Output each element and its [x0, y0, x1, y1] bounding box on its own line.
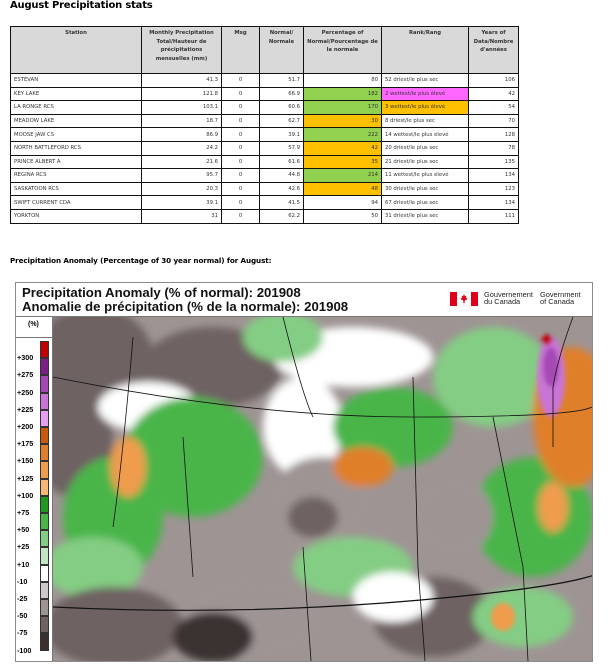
map-title [22, 286, 348, 314]
legend-item [16, 565, 52, 586]
msg-cell: 0 [222, 196, 260, 210]
legend-label: +125 [17, 473, 34, 483]
map-title-en: Precipitation Anomaly (% of normal): 201908 [22, 285, 301, 300]
years-of-data-cell: 134 [469, 169, 519, 183]
normal-cell: 66.9 [260, 87, 304, 101]
rank-cell: 30 driest/le plus sec [382, 182, 469, 196]
msg-cell: 0 [222, 87, 260, 101]
years-of-data-cell: 78 [469, 141, 519, 155]
legend-label: +200 [17, 421, 34, 431]
monthly-total-cell: 95.7 [142, 169, 222, 183]
normal-cell: 51.7 [260, 74, 304, 88]
years-of-data-cell: 128 [469, 128, 519, 142]
monthly-total-cell: 39.1 [142, 196, 222, 210]
percent-of-normal-cell: 170 [304, 101, 382, 115]
msg-cell: 0 [222, 114, 260, 128]
legend-item [16, 410, 52, 431]
rank-cell: 67 driest/le plus sec [382, 196, 469, 210]
rank-cell: 52 driest/le plus sec [382, 74, 469, 88]
legend-label: +25 [17, 542, 30, 552]
table-row [11, 141, 519, 155]
legend-label: +275 [17, 370, 34, 380]
station-cell: REGINA RCS [11, 169, 142, 183]
rank-cell: 3 wettest/le plus élevé [382, 101, 469, 115]
header-years: Years of Data/Nombre d'années [469, 27, 519, 74]
legend-label: +10 [17, 559, 30, 569]
years-of-data-cell: 135 [469, 155, 519, 169]
normal-cell: 42.6 [260, 182, 304, 196]
msg-cell: 0 [222, 155, 260, 169]
legend-item [16, 513, 52, 535]
percent-of-normal-cell: 222 [304, 128, 382, 142]
legend-item [16, 582, 52, 603]
header-msg: Msg [222, 27, 260, 74]
years-of-data-cell: 42 [469, 87, 519, 101]
percent-of-normal-cell: 35 [304, 155, 382, 169]
msg-cell: 0 [222, 128, 260, 142]
percent-of-normal-cell: 30 [304, 114, 382, 128]
legend-swatch [40, 444, 49, 461]
legend-swatch [40, 375, 49, 392]
precipitation-anomaly-map [15, 282, 593, 662]
header-normal: Normal/ Normale [260, 27, 304, 74]
station-cell: NORTH BATTLEFORD RCS [11, 141, 142, 155]
legend-swatch [40, 633, 49, 650]
msg-cell: 0 [222, 74, 260, 88]
legend-item [16, 375, 52, 397]
legend-swatch [40, 599, 49, 616]
msg-cell: 0 [222, 209, 260, 223]
monthly-total-cell: 31 [142, 209, 222, 223]
station-cell: YORKTON [11, 209, 142, 223]
monthly-total-cell: 103.1 [142, 101, 222, 115]
table-row [11, 155, 519, 169]
legend-label: +50 [17, 525, 30, 535]
page-heading: August Precipitation stats [10, 0, 153, 11]
legend-item [16, 599, 52, 621]
legend-swatch [40, 393, 49, 410]
monthly-total-cell: 121.8 [142, 87, 222, 101]
table-header-row [11, 27, 519, 74]
legend-item [16, 547, 52, 569]
map-legend [16, 317, 53, 661]
legend-label: -50 [17, 611, 28, 621]
station-cell: PRINCE ALBERT A [11, 155, 142, 169]
legend-label: +175 [17, 439, 34, 449]
header-percent: Percentage of Normal/Pourcentage de la normale [304, 27, 382, 74]
station-cell: ESTEVAN [11, 74, 142, 88]
legend-swatch [40, 479, 49, 496]
percent-of-normal-cell: 48 [304, 182, 382, 196]
years-of-data-cell: 123 [469, 182, 519, 196]
table-row [11, 196, 519, 210]
rank-cell: 21 driest/le plus sec [382, 155, 469, 169]
rank-cell: 8 driest/le plus sec [382, 114, 469, 128]
monthly-total-cell: 18.7 [142, 114, 222, 128]
station-cell: KEY LAKE [11, 87, 142, 101]
normal-cell: 39.1 [260, 128, 304, 142]
table-row [11, 169, 519, 183]
monthly-total-cell: 41.3 [142, 74, 222, 88]
legend-item [16, 616, 52, 638]
msg-cell: 0 [222, 169, 260, 183]
station-cell: SASKATOON RCS [11, 182, 142, 196]
normal-cell: 60.6 [260, 101, 304, 115]
legend-label: +300 [17, 353, 34, 363]
rank-cell: 11 wettest/le plus élevé [382, 169, 469, 183]
percent-of-normal-cell: 182 [304, 87, 382, 101]
legend-label: -25 [17, 593, 28, 603]
table-row [11, 74, 519, 88]
legend-swatch [40, 358, 49, 375]
legend-swatch [40, 461, 49, 478]
normal-cell: 44.8 [260, 169, 304, 183]
percent-of-normal-cell: 42 [304, 141, 382, 155]
normal-cell: 41.5 [260, 196, 304, 210]
table-row [11, 128, 519, 142]
years-of-data-cell: 134 [469, 196, 519, 210]
table-row [11, 182, 519, 196]
percent-of-normal-cell: 50 [304, 209, 382, 223]
normal-cell: 57.9 [260, 141, 304, 155]
normal-cell: 61.6 [260, 155, 304, 169]
percent-of-normal-cell: 80 [304, 74, 382, 88]
normal-cell: 62.7 [260, 114, 304, 128]
msg-cell: 0 [222, 182, 260, 196]
legend-swatch [40, 565, 49, 582]
normal-cell: 62.2 [260, 209, 304, 223]
header-rank: Rank/Rang [382, 27, 469, 74]
legend-label: -75 [17, 628, 28, 638]
msg-cell: 0 [222, 101, 260, 115]
gov-en-text: Government of Canada [540, 290, 581, 307]
monthly-total-cell: 21.6 [142, 155, 222, 169]
gov-fr-text: Gouvernement du Canada [484, 290, 533, 307]
percent-of-normal-cell: 214 [304, 169, 382, 183]
monthly-total-cell: 86.9 [142, 128, 222, 142]
monthly-total-cell: 20.3 [142, 182, 222, 196]
station-cell: LA RONGE RCS [11, 101, 142, 115]
station-cell: SWIFT CURRENT CDA [11, 196, 142, 210]
legend-item [16, 496, 52, 517]
legend-item [16, 341, 52, 363]
legend-label: -10 [17, 576, 28, 586]
years-of-data-cell: 70 [469, 114, 519, 128]
precipitation-stats-table [10, 26, 519, 224]
table-row [11, 87, 519, 101]
table-row [11, 209, 519, 223]
rank-cell: 2 wettest/le plus élevé [382, 87, 469, 101]
map-heading: Precipitation Anomaly (Percentage of 30 year normal) for August: [10, 256, 272, 265]
legend-item [16, 393, 52, 414]
legend-swatch [40, 530, 49, 547]
legend-label: +225 [17, 404, 34, 414]
legend-swatch [40, 513, 49, 530]
legend-item [16, 479, 52, 500]
percent-of-normal-cell: 94 [304, 196, 382, 210]
years-of-data-cell: 111 [469, 209, 519, 223]
legend-item [16, 633, 52, 655]
legend-item [16, 461, 52, 483]
station-cell: MEADOW LAKE [11, 114, 142, 128]
legend-divider [16, 337, 52, 338]
legend-label: +250 [17, 387, 34, 397]
legend-label: +75 [17, 507, 30, 517]
msg-cell: 0 [222, 141, 260, 155]
header-station: Station [11, 27, 142, 74]
table-row [11, 101, 519, 115]
legend-swatch [40, 410, 49, 427]
government-of-canada-signature [450, 291, 586, 306]
legend-swatch [40, 547, 49, 564]
legend-swatch [40, 616, 49, 633]
legend-label: -100 [17, 645, 32, 655]
rank-cell: 14 wettest/le plus élevé [382, 128, 469, 142]
years-of-data-cell: 106 [469, 74, 519, 88]
canada-flag-icon [450, 292, 478, 306]
legend-item [16, 444, 52, 466]
anomaly-map-image [53, 317, 592, 661]
table-row [11, 114, 519, 128]
legend-swatch [40, 427, 49, 444]
rank-cell: 31 driest/le plus sec [382, 209, 469, 223]
station-cell: MOOSE JAW CS [11, 128, 142, 142]
legend-item [16, 358, 52, 380]
legend-label: +150 [17, 456, 34, 466]
legend-item [16, 530, 52, 552]
map-title-fr: Anomalie de précipitation (% de la normale): 201908 [22, 299, 349, 314]
years-of-data-cell: 54 [469, 101, 519, 115]
legend-item [16, 427, 52, 449]
legend-unit: (%) [28, 321, 39, 328]
legend-label: +100 [17, 490, 34, 500]
map-graphic [53, 317, 592, 661]
legend-swatch [40, 582, 49, 599]
monthly-total-cell: 24.2 [142, 141, 222, 155]
rank-cell: 20 driest/le plus sec [382, 141, 469, 155]
header-monthly-total: Monthly Precipitation Total/Hauteur de précipitations mensuelles (mm) [142, 27, 222, 74]
legend-swatch [40, 496, 49, 513]
legend-swatch [40, 341, 49, 358]
